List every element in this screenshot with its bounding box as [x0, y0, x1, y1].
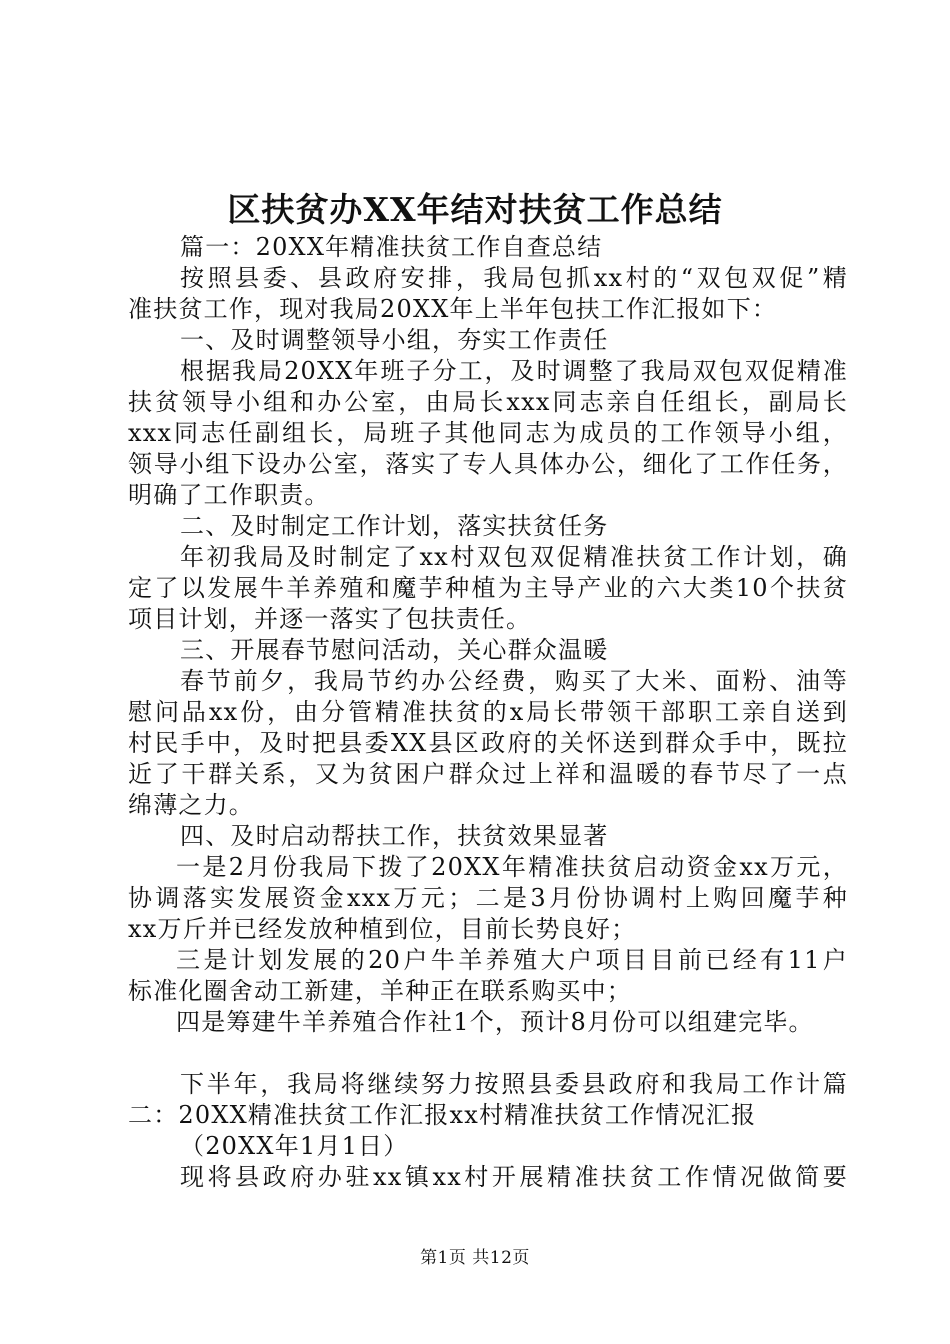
page-footer: 第1页 共12页 — [420, 1248, 530, 1268]
section-heading: 三、开展春节慰问活动，关心群众温暖 — [180, 636, 609, 664]
paragraph-line: 现将县政府办驻xx镇xx村开展精准扶贫工作情况做简要 — [180, 1163, 848, 1191]
blank-line — [128, 1038, 848, 1069]
paragraph-line: 项目计划，并逐一落实了包扶责任。 — [128, 605, 532, 633]
paragraph-line: 绵薄之力。 — [128, 791, 254, 819]
paragraph-line: 定了以发展牛羊养殖和魔芋种植为主导产业的六大类10个扶贫 — [128, 574, 848, 602]
paragraph-line: 准扶贫工作，现对我局20XX年上半年包扶工作汇报如下： — [128, 295, 778, 323]
paragraph-line: 春节前夕，我局节约办公经费，购买了大米、面粉、油等 — [180, 667, 848, 695]
date-line: （20XX年1月1日） — [180, 1132, 409, 1160]
paragraph-line: 扶贫领导小组和办公室，由局长xxx同志亲自任组长，副局长 — [128, 388, 848, 416]
paragraph-line: 四是筹建牛羊养殖合作社1个，预计8月份可以组建完毕。 — [176, 1008, 814, 1036]
document-title: 区扶贫办XX年结对扶贫工作总结 — [227, 190, 723, 229]
paragraph-line: 二：20XX精准扶贫工作汇报xx村精准扶贫工作情况汇报 — [128, 1101, 757, 1129]
paragraph-line: 下半年，我局将继续努力按照县委县政府和我局工作计篇 — [180, 1070, 848, 1098]
paragraph-line: 慰问品xx份，由分管精准扶贫的x局长带领干部职工亲自送到 — [128, 698, 848, 726]
paragraph-line: 标准化圈舍动工新建，羊种正在联系购买中； — [128, 977, 632, 1005]
paragraph-line: 根据我局20XX年班子分工，及时调整了我局双包双促精准 — [180, 357, 848, 385]
section-heading: 四、及时启动帮扶工作，扶贫效果显著 — [180, 822, 609, 850]
paragraph-line: 年初我局及时制定了xx村双包双促精准扶贫工作计划，确 — [180, 543, 848, 571]
paragraph-line: xxx同志任副组长，局班子其他同志为成员的工作领导小组， — [128, 419, 848, 447]
paragraph-line: 协调落实发展资金xxx万元；二是3月份协调村上购回魔芋种 — [128, 884, 848, 912]
paragraph-line: 领导小组下设办公室，落实了专人具体办公，细化了工作任务， — [128, 450, 848, 478]
section-heading: 一、及时调整领导小组，夯实工作责任 — [180, 326, 609, 354]
paragraph-line: 村民手中，及时把县委XX县区政府的关怀送到群众手中，既拉 — [128, 729, 848, 757]
paragraph-line: 按照县委、县政府安排，我局包抓xx村的“双包双促”精 — [180, 264, 848, 292]
section-heading: 篇一：20XX年精准扶贫工作自查总结 — [180, 233, 603, 261]
paragraph-line: 明确了工作职责。 — [128, 481, 330, 509]
paragraph-line: 三是计划发展的20户牛羊养殖大户项目目前已经有11户 — [176, 946, 848, 974]
document-body — [128, 232, 848, 1193]
section-heading: 二、及时制定工作计划，落实扶贫任务 — [180, 512, 609, 540]
paragraph-line: 近了干群关系，又为贫困户群众过上祥和温暖的春节尽了一点 — [128, 760, 848, 788]
paragraph-line: 一是2月份我局下拨了20XX年精准扶贫启动资金xx万元， — [176, 853, 848, 881]
paragraph-line: xx万斤并已经发放种植到位，目前长势良好； — [128, 915, 637, 943]
